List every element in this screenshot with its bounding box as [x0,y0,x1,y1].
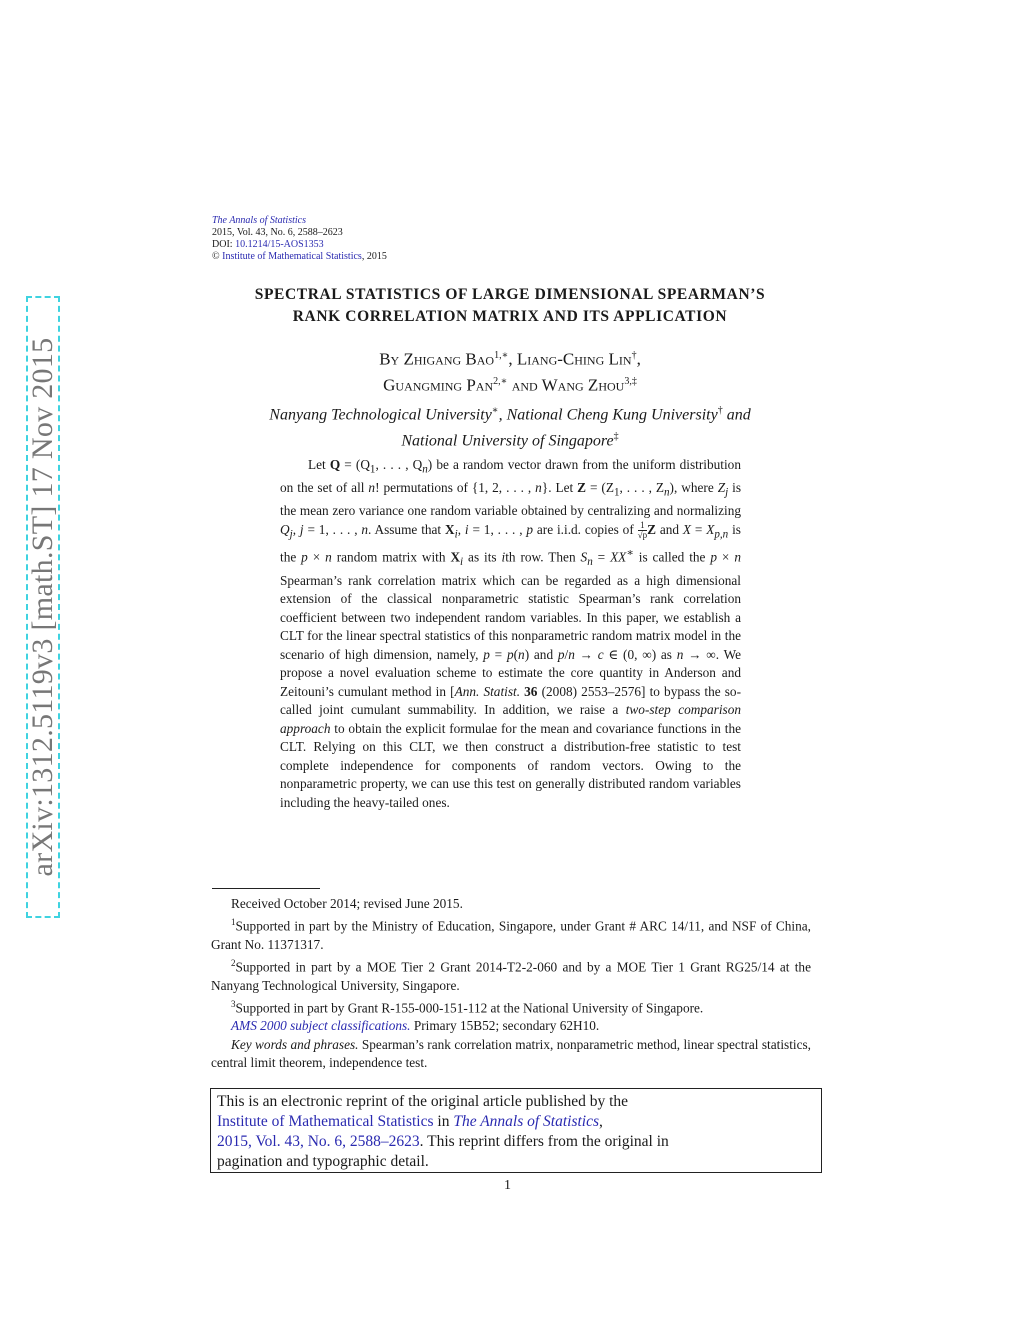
abstract: Let $Q = (Q_1$, . . . , $Q_n$) be a random vector drawn from the uniform distribution on the set of all n! permutations of {1, 2, . . . , n}. Let $Z = (Z_1$, . . . , $Z_n$), where $Z_j$ is the mean zero variance one random variable obtained by centralizing and normalizing $Q_j$, j = 1, . . . , n. Assume that $X_i$, i = 1, . . . , p are i.i.d. copies of $\frac{1}{√p}$ Z and $X = X_{p,n}$ is the p × n random matrix with $X_i$ as its ith row. Then $S_n = XX^∗$ is called the p × n Spearman’s rank correlation matrix which can be regarded as a high dimensional extension of the classical nonparametric statistic Spearman’s rank correlation coefficient between two independent random variables. In this paper, we establish a CLT for the linear spectral statistics of this nonparametric random matrix model in the scenario of high dimension, namely, p = p(n) and p/n → c ∈ (0, ∞) as n → ∞. We propose a novel evaluation scheme to estimate the core quantity in Anderson and Zeitouni’s cumulant method in [Ann. Statist. 36 (2008) 2553–2576] to bypass the so-called joint cumulant summability. In addition, we raise a two-step comparison approach to obtain the explicit formulae for the mean and covariance functions in the CLT. Relying on this CLT, we then construct a distribution-free statistic to test complete independence for components of random vectors. Owing to the nonparametric property, we can use this test on generally distributed random variables including the heavy-tailed ones. [280,457,741,810]
by-label: By [379,349,404,369]
journal-link[interactable]: The Annals of Statistics [212,215,306,226]
separator: , [636,349,641,369]
affiliation-ncku: National Cheng Kung University [506,406,718,424]
ams-classification: AMS 2000 subject classifications. Primary 15B52; secondary 62H10. [231,1018,600,1034]
received-note: Received October 2014; revised June 2015. [231,896,463,911]
doi-label: DOI: [212,239,236,250]
page-number: 1 [504,1178,511,1193]
separator: , [498,406,507,424]
cited-journal: Ann. Statist. [454,683,521,699]
affiliations [200,400,820,453]
keywords: Key words and phrases. Spearman’s rank correlation matrix, nonparametric method, linear spectral statistics, central limit theorem, independence test. [211,1036,811,1070]
reprint-line-1: This is an electronic reprint of the original article published by the [217,1093,629,1110]
affiliation-nus: National University of Singapore [401,432,614,450]
arxiv-stamp[interactable] [26,296,60,918]
author-zhou: Wang Zhou [541,375,625,395]
footnote-3: $^3$Supported in part by Grant R-155-000-151-112 at the National University of Singapore. [231,998,704,1016]
author-sup: 1,∗ [494,350,509,361]
copyright-icon: © [212,251,220,262]
reprint-notice: This is an electronic reprint of the original article published by the Institute of Mathematical Statistics in The Annals of Statistics, 2015, Vol. 43, No. 6, 2588–2623. This reprint differs from the original in pagination and typographic detail. [210,1088,822,1173]
footnote-2: $^2$Supported in part by a MOE Tier 2 Grant 2014-T2-2-060 and by a MOE Tier 1 Grant RG25/14 at the Nanyang Technological University, Singapore. [211,958,811,993]
author-pan: Guangming Pan [383,375,494,395]
authors [200,345,820,396]
arxiv-identifier: arXiv:1312.5119v3 [math.ST] 17 Nov 2015 [26,337,59,877]
author-bao: Zhigang Bao [403,349,495,369]
affiliation-ntu: Nanyang Technological University [269,406,492,424]
institute-link[interactable]: Institute of Mathematical Statistics [222,251,362,262]
affiliation-sup: † [717,405,723,416]
emphasis-two-step: two-step comparison approach [280,702,741,736]
footnotes [211,895,811,1072]
footnote-1: $^1$Supported in part by the Ministry of Education, Singapore, under Grant # ARC 14/11, and NSF of China, Grant No. 11371317. [211,917,811,952]
separator: , [508,349,517,369]
reprint-line-4: pagination and typographic detail. [217,1153,429,1170]
title-line-1: SPECTRAL STATISTICS OF LARGE DIMENSIONAL SPEARMAN’S [254,286,766,303]
affiliation-sup: ‡ [613,431,619,443]
annals-link[interactable]: The Annals of Statistics [453,1113,600,1130]
ims-link[interactable]: Institute of Mathematical Statistics [217,1113,434,1130]
and-label: and [507,375,542,395]
paper-title [200,284,820,328]
journal-header [212,215,387,263]
author-sup: 2,∗ [493,375,508,387]
copyright-year: , 2015 [361,251,387,262]
title-line-2: RANK CORRELATION MATRIX AND ITS APPLICATION [292,308,728,325]
doi-link[interactable]: 10.1214/15-AOS1353 [235,239,324,250]
author-lin: Liang-Ching Lin [516,349,632,369]
author-sup: 3,‡ [624,375,637,387]
footnote-rule [212,888,320,889]
and-label: and [722,406,751,424]
volume-link[interactable]: 2015, Vol. 43, No. 6, 2588–2623 [217,1133,420,1150]
ams-link[interactable]: AMS 2000 subject classifications. [231,1018,411,1034]
author-sup: † [631,350,637,361]
affiliation-sup: ∗ [491,405,499,416]
volume-line: 2015, Vol. 43, No. 6, 2588–2623 [212,227,343,238]
